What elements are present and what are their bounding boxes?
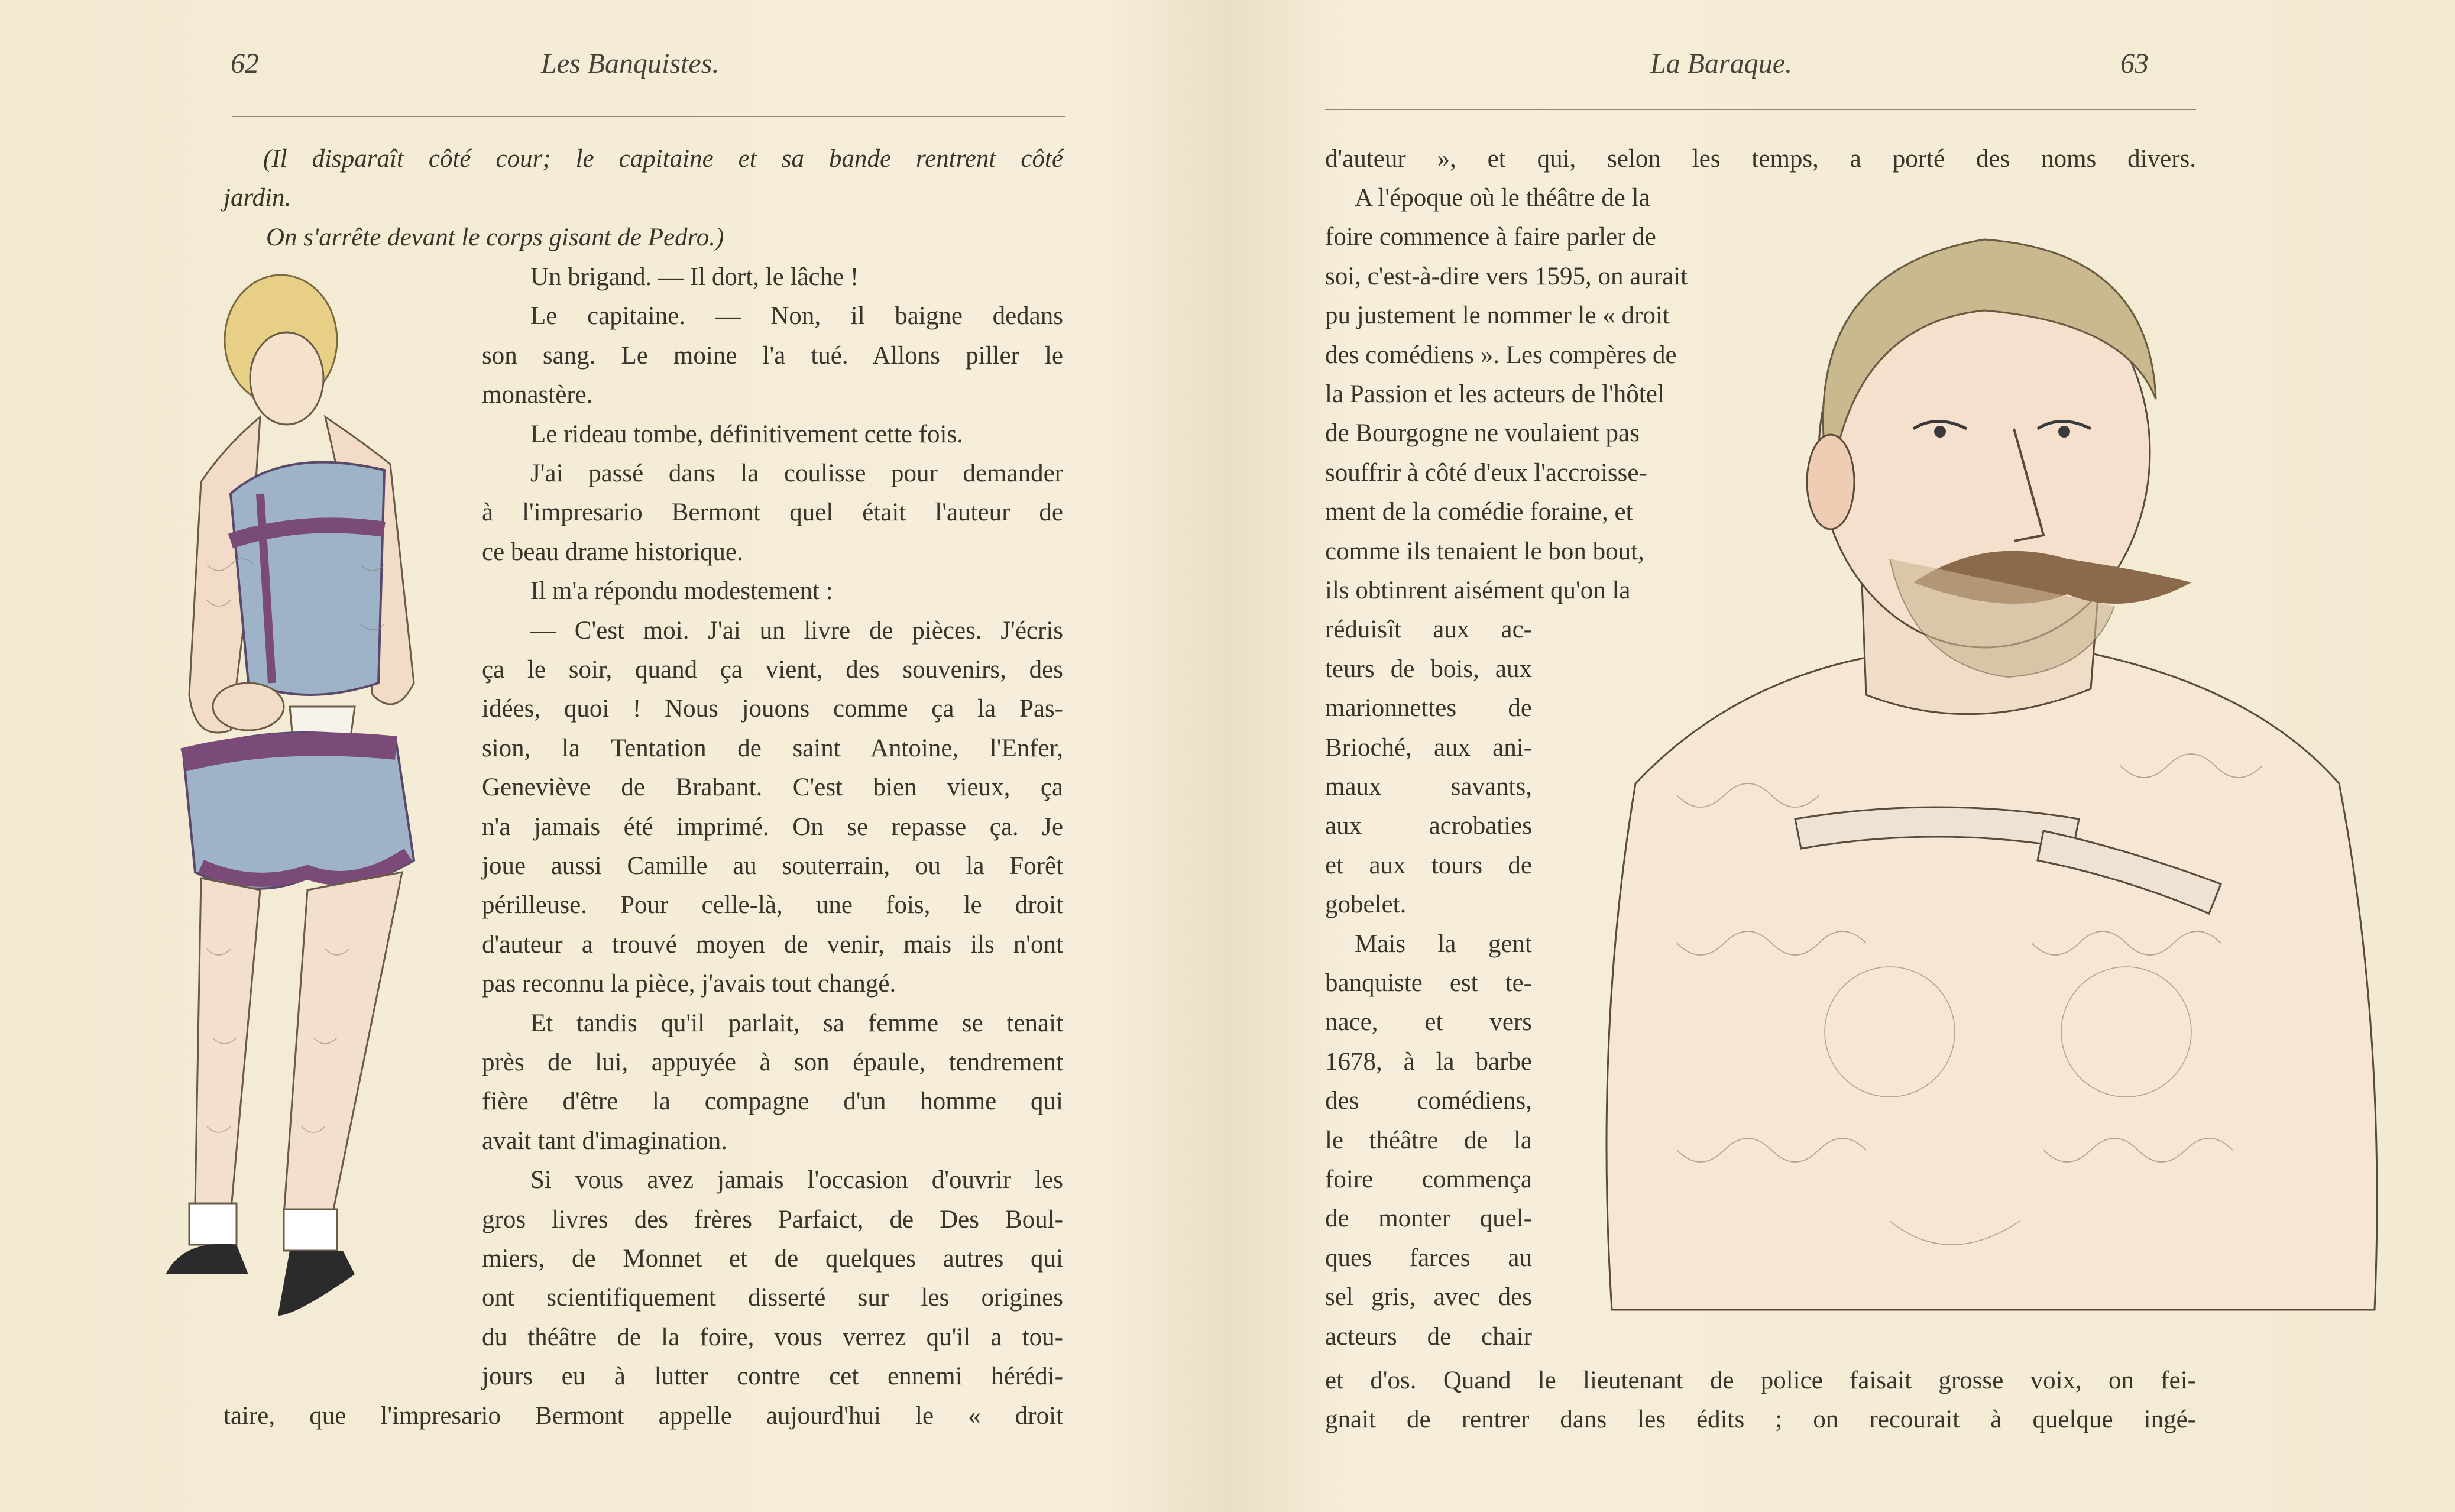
tattooed-man-icon — [1559, 204, 2398, 1328]
text-line: ce beau drame historique. — [482, 538, 743, 566]
text-line: gros livres des frères Parfaict, de Des Boul- — [482, 1205, 1063, 1233]
text-line: pas reconnu la pièce, j'avais tout changé. — [482, 970, 896, 998]
text-line: Mais la gent — [1355, 930, 1532, 958]
text-line: joue aussi Camille au souterrain, ou la Forêt — [482, 852, 1063, 880]
text-line: n'a jamais été imprimé. On se repasse ça. Je — [482, 812, 1063, 841]
text-line: le théâtre de la — [1325, 1126, 1532, 1154]
text-line: d'auteur a trouvé moyen de venir, mais ils n'ont — [482, 930, 1063, 959]
text-line: avait tant d'imagination. — [482, 1126, 727, 1155]
text-line: réduisît aux ac- — [1325, 616, 1532, 644]
text-line: de monter quel- — [1325, 1205, 1532, 1233]
text-line: et aux tours de — [1325, 851, 1532, 879]
text-line: Si vous avez jamais l'occasion d'ouvrir les — [530, 1166, 1063, 1194]
text-line: son sang. Le moine l'a tué. Allons piller le — [482, 341, 1063, 370]
text-line: périlleuse. Pour celle-là, une fois, le droit — [482, 891, 1063, 919]
text-line: la Passion et les acteurs de l'hôtel — [1325, 380, 1664, 408]
text-line: banquiste est te- — [1325, 969, 1532, 997]
text-line: des comédiens ». Les compères de — [1325, 341, 1677, 369]
text-line: gnait de rentrer dans les édits ; on recourait à quelque ingé- — [1325, 1406, 2196, 1433]
text-line: Brioché, aux ani- — [1325, 733, 1532, 762]
text-line: près de lui, appuyée à son épaule, tendrement — [482, 1048, 1063, 1076]
text-line: sel gris, avec des — [1325, 1283, 1532, 1312]
text-line: miers, de Monnet et de quelques autres qui — [482, 1245, 1063, 1273]
text-line: du théâtre de la foire, vous verrez qu'il a tou- — [482, 1323, 1063, 1351]
text-line: pu justement le nommer le « droit — [1325, 302, 1670, 330]
text-line: acteurs de chair — [1325, 1322, 1532, 1351]
text-line: ils obtinrent aisément qu'on la — [1325, 577, 1631, 604]
text-line: fière d'être la compagne d'un homme qui — [482, 1087, 1063, 1116]
text-line: ça le soir, quand ça vient, des souvenirs, des — [482, 656, 1063, 684]
text-line: J'ai passé dans la coulisse pour demander — [530, 459, 1063, 487]
text-line: à l'impresario Bermont quel était l'auteur de — [482, 498, 1063, 527]
text-line: taire, que l'impresario Bermont appelle aujourd'hui le « droit — [224, 1401, 1063, 1430]
text-line: idées, quoi ! Nous jouons comme ça la Pas- — [482, 695, 1063, 723]
right-page — [1228, 0, 2455, 1512]
text-line: d'auteur », et qui, selon les temps, a porté des noms divers. — [1325, 145, 2196, 173]
text-line: ques farces au — [1325, 1244, 1532, 1272]
text-line: comme ils tenaient le bon bout, — [1325, 537, 1644, 565]
text-line: Le rideau tombe, définitivement cette fois. — [530, 420, 963, 448]
left-header-rule — [232, 116, 1065, 117]
text-line: soi, c'est-à-dire vers 1595, on aurait — [1325, 262, 1688, 290]
text-line: A l'époque où le théâtre de la — [1355, 184, 1650, 212]
text-line: marionnettes de — [1325, 694, 1532, 723]
stage-direction-line: jardin. — [224, 184, 292, 212]
left-running-title: Les Banquistes. — [541, 48, 720, 79]
text-line: ment de la comédie foraine, et — [1325, 498, 1633, 526]
text-line: Geneviève de Brabant. C'est bien vieux, ça — [482, 773, 1063, 802]
text-line: des comédiens, — [1325, 1087, 1532, 1115]
text-line: 1678, à la barbe — [1325, 1047, 1532, 1076]
text-line: foire commence à faire parler de — [1325, 223, 1656, 251]
text-line: souffrir à côté d'eux l'accroisse- — [1325, 458, 1647, 487]
left-page-number: 62 — [231, 48, 259, 79]
text-line: sion, la Tentation de saint Antoine, l'Enfer, — [482, 734, 1063, 762]
text-line: jours eu à lutter contre cet ennemi hérédi- — [482, 1362, 1063, 1391]
text-line: Le capitaine. — Non, il baigne dedans — [530, 302, 1063, 331]
text-line: nace, et vers — [1325, 1008, 1532, 1037]
text-line: maux savants, — [1325, 773, 1532, 801]
text-line: gobelet. — [1325, 891, 1407, 919]
right-page-number: 63 — [2120, 48, 2149, 79]
text-line: — C'est moi. J'ai un livre de pièces. J'écris — [530, 616, 1063, 645]
text-line: Il m'a répondu modestement : — [530, 577, 833, 606]
text-line: Et tandis qu'il parlait, sa femme se tenait — [530, 1009, 1063, 1037]
tattooed-woman-illustration — [160, 269, 467, 1363]
tattooed-man-illustration — [1559, 204, 2398, 1328]
text-line: aux acrobaties — [1325, 812, 1532, 840]
text-line: Un brigand. — Il dort, le lâche ! — [530, 263, 859, 291]
text-line: foire commença — [1325, 1165, 1532, 1193]
right-header-rule — [1325, 109, 2196, 110]
text-line: teurs de bois, aux — [1325, 655, 1532, 683]
stage-direction-line: On s'arrête devant le corps gisant de Pedro.) — [266, 224, 724, 251]
right-running-title: La Baraque. — [1650, 48, 1792, 79]
tattooed-woman-icon — [160, 269, 467, 1363]
text-line: ont scientifiquement disserté sur les origines — [482, 1284, 1063, 1312]
text-line: de Bourgogne ne voulaient pas — [1325, 419, 1640, 448]
stage-direction-line: (Il disparaît côté cour; le capitaine et sa bande rentrent côté — [263, 145, 1063, 173]
text-line: monastère. — [482, 381, 593, 409]
text-line: et d'os. Quand le lieutenant de police faisait grosse voix, on fei- — [1325, 1367, 2196, 1394]
